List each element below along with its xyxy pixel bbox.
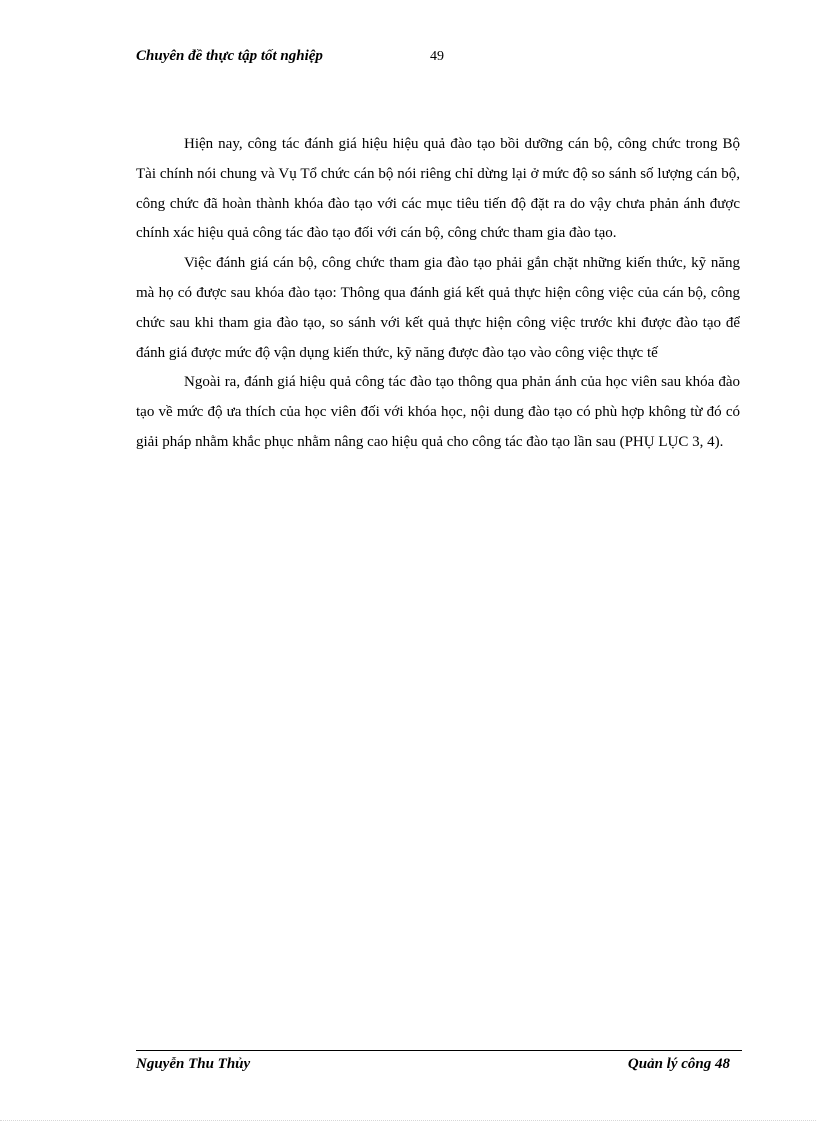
body-text xyxy=(136,130,740,458)
footer-author: Nguyễn Thu Thủy xyxy=(136,1056,251,1072)
page-header xyxy=(136,48,756,70)
header-title: Chuyên đề thực tập tốt nghiệp xyxy=(136,48,323,64)
page-footer xyxy=(136,1056,742,1078)
paragraph: Việc đánh giá cán bộ, công chức tham gia đào tạo phải gắn chặt những kiến thức, kỹ năng mà họ có được sau khóa đào tạo: Thông qua đánh giá kết quả thực hiện công việc của cán bộ, công chức sau khi tham gia đào tạo, so sánh với kết quả thực hiện công việc trước khi được đào tạo để đánh giá được mức độ vận dụng kiến thức, kỹ năng được đào tạo vào công việc thực tế xyxy=(136,255,740,361)
page-bottom-edge xyxy=(0,1120,816,1121)
footer-divider xyxy=(136,1050,742,1051)
page-number: 49 xyxy=(430,49,444,64)
paragraph: Hiện nay, công tác đánh giá hiệu hiệu quả đào tạo bồi dưỡng cán bộ, công chức trong Bộ Tài chính nói chung và Vụ Tổ chức cán bộ nói riêng chỉ dừng lại ở mức độ so sánh số lượng cán bộ, công chức đã hoàn thành khóa đào tạo với các mục tiêu tiến độ đặt ra do vậy chưa phản ánh được chính xác hiệu quả công tác đào tạo đối với cán bộ, công chức tham gia đào tạo. xyxy=(136,136,740,242)
footer-class: Quản lý công 48 xyxy=(627,1056,730,1072)
paragraph: Ngoài ra, đánh giá hiệu quả công tác đào tạo thông qua phản ánh của học viên sau khóa đào tạo về mức độ ưa thích của học viên đối với khóa học, nội dung đào tạo có phù hợp không từ đó có giải pháp nhằm khắc phục nhằm nâng cao hiệu quả cho công tác đào tạo lần sau (PHỤ LỤC 3, 4). xyxy=(136,374,740,450)
